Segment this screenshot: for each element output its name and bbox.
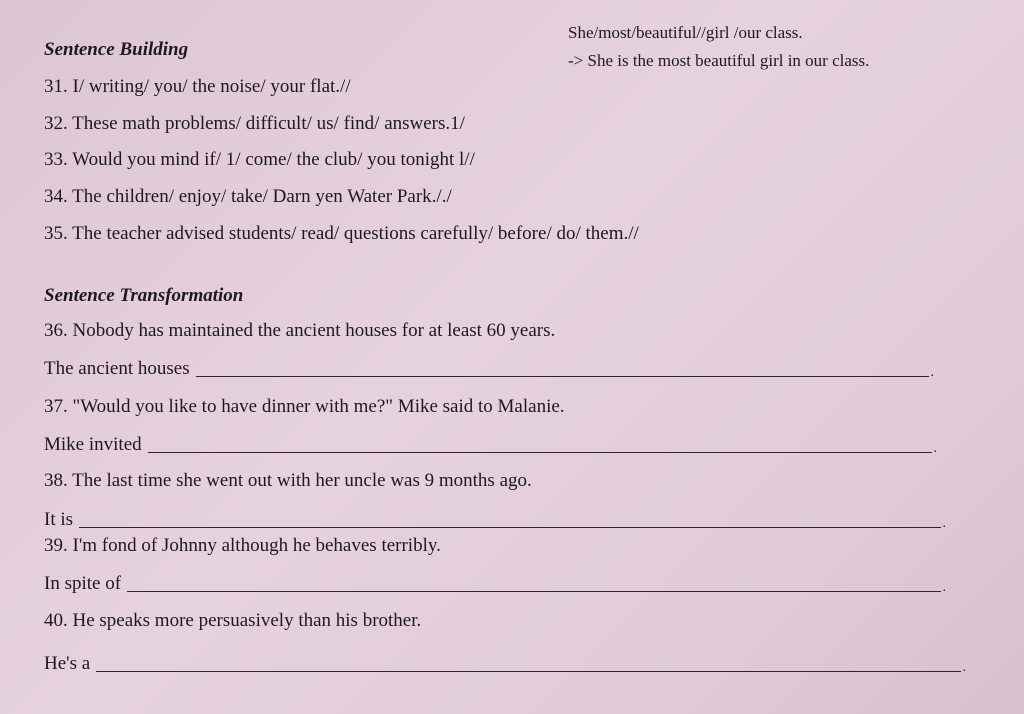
question-39: 39. I'm fond of Johnny although he behaves terribly. <box>44 535 441 556</box>
answer-period-39: . <box>942 580 946 595</box>
answer-starter-40: He's a <box>44 653 91 674</box>
answer-row-40 <box>44 653 966 675</box>
answer-blank-38[interactable] <box>79 526 940 528</box>
answer-row-38 <box>44 509 946 531</box>
answer-row-36 <box>44 358 934 380</box>
answer-period-36: . <box>930 365 934 380</box>
answer-starter-36: The ancient houses <box>44 358 190 379</box>
answer-row-39 <box>44 573 946 595</box>
answer-period-38: . <box>942 516 946 531</box>
answer-blank-36[interactable] <box>196 375 929 377</box>
question-35: 35. The teacher advised students/ read/ questions carefully/ before/ do/ them.// <box>44 223 639 244</box>
question-38: 38. The last time she went out with her uncle was 9 months ago. <box>44 470 532 491</box>
answer-row-37 <box>44 434 937 456</box>
answer-blank-37[interactable] <box>148 451 932 453</box>
answer-starter-39: In spite of <box>44 573 122 594</box>
question-36: 36. Nobody has maintained the ancient houses for at least 60 years. <box>44 320 556 341</box>
example-prompt: She/most/beautiful//girl /our class. <box>568 23 803 42</box>
question-34: 34. The children/ enjoy/ take/ Darn yen Water Park././ <box>44 186 452 207</box>
answer-period-37: . <box>933 441 937 456</box>
answer-blank-40[interactable] <box>96 670 960 672</box>
answer-period-40: . <box>962 660 966 675</box>
answer-starter-37: Mike invited <box>44 434 142 455</box>
question-37: 37. "Would you like to have dinner with me?" Mike said to Malanie. <box>44 396 565 417</box>
question-33: 33. Would you mind if/ 1/ come/ the club/ you tonight l// <box>44 149 475 170</box>
question-32: 32. These math problems/ difficult/ us/ find/ answers.1/ <box>44 113 465 134</box>
sentence-transformation-heading: Sentence Transformation <box>44 285 244 306</box>
question-31: 31. I/ writing/ you/ the noise/ your flat.// <box>44 76 351 97</box>
answer-starter-38: It is <box>44 509 74 530</box>
example-answer: -> She is the most beautiful girl in our class. <box>568 51 870 70</box>
question-40: 40. He speaks more persuasively than his brother. <box>44 610 422 631</box>
sentence-building-heading: Sentence Building <box>44 39 189 60</box>
answer-blank-39[interactable] <box>127 590 940 592</box>
